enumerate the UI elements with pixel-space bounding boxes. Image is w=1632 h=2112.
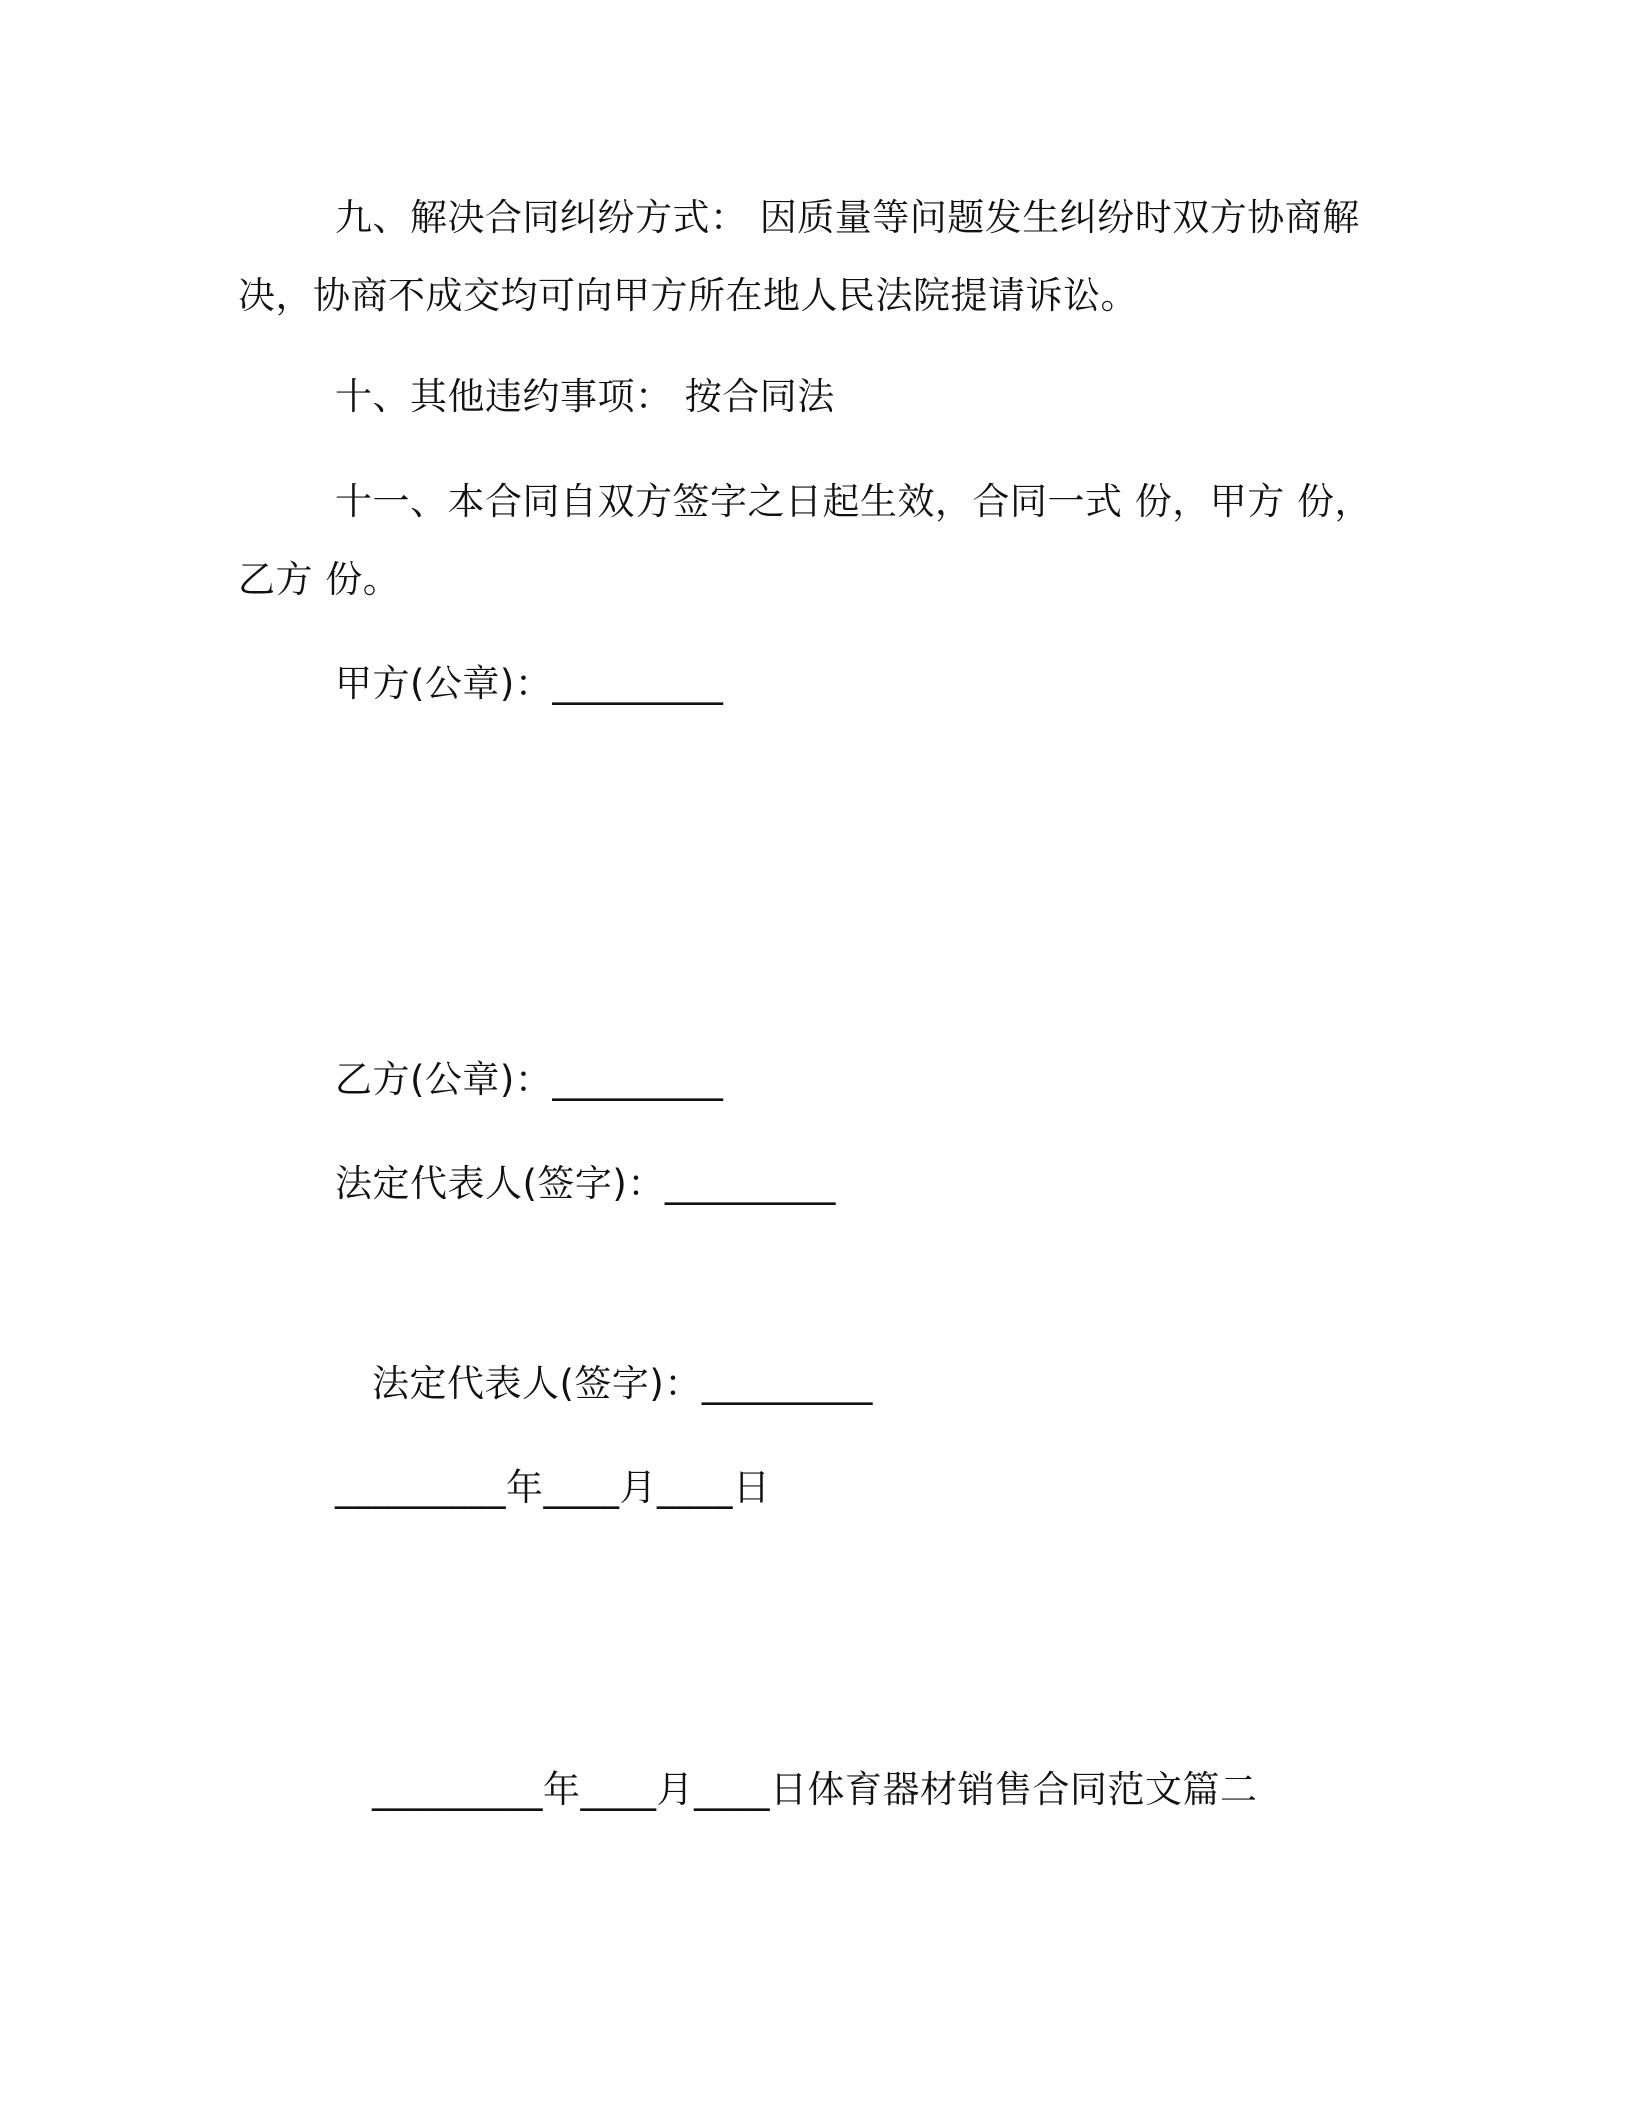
- party-a-seal: 甲方(公章)：_________: [335, 662, 724, 705]
- legal-representative-signature-2: 法定代表人(签字)：_________: [372, 1362, 873, 1405]
- clause-10: 十、其他违约事项： 按合同法: [335, 375, 835, 418]
- clause-9-line-1: 九、解决合同纠纷方式： 因质量等问题发生纠纷时双方协商解: [335, 196, 1360, 239]
- date-line-and-next-title: _________年____月____日体育器材销售合同范文篇二: [372, 1768, 1258, 1811]
- clause-9-line-2: 决，协商不成交均可向甲方所在地人民法院提请诉讼。: [238, 274, 1138, 317]
- clause-11-line-1: 十一、本合同自双方签字之日起生效，合同一式 份，甲方 份，: [335, 480, 1373, 523]
- date-line: _________年____月____日: [335, 1466, 771, 1509]
- party-b-seal: 乙方(公章)：_________: [335, 1058, 724, 1101]
- clause-11-line-2: 乙方 份。: [238, 558, 401, 601]
- legal-representative-signature-1: 法定代表人(签字)：_________: [335, 1162, 836, 1205]
